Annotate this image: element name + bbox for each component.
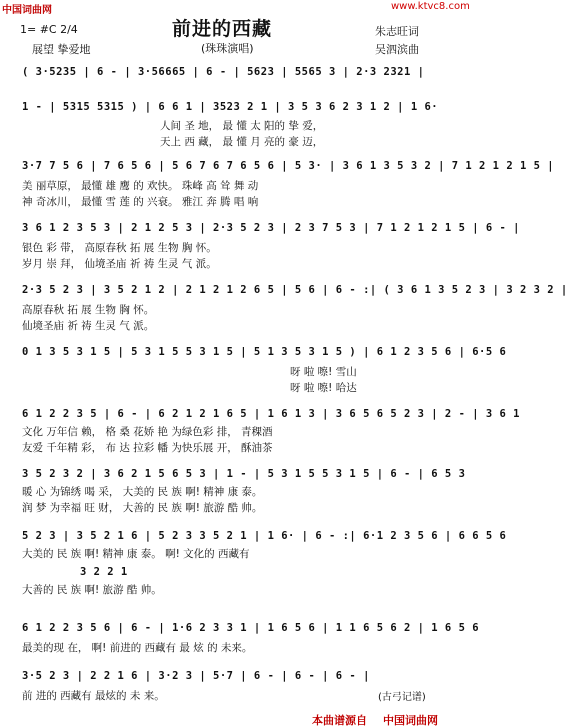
notation-line: 0 1 3 5 3 1 5 | 5 3 1 5 5 3 1 5 | 5 1 3 5 3 1 5 ) | 6 1 2 3 5 6 | 6·5 6 bbox=[22, 346, 507, 358]
notation-line: 3 5 2 3 2 | 3 6 2 1 5 6 5 3 | 1 - | 5 3 1 5 5 3 1 5 | 6 - | 6 5 3 bbox=[22, 468, 466, 480]
lyric-line: 岁月 崇 拜， 仙境圣庙 祈 祷 生灵 气 派。 bbox=[22, 258, 217, 270]
notation-line: 2·3 5 2 3 | 3 5 2 1 2 | 2 1 2 1 2 6 5 | 5 6 | 6 - :| ( 3 6 1 3 5 2 3 | 3 2 3 2 | bbox=[22, 284, 568, 296]
key-signature: 1= #C 2/4 bbox=[20, 23, 78, 36]
source-text: 本曲谱源自 bbox=[312, 714, 367, 727]
notation-line: 6 1 2 2 3 5 | 6 - | 6 2 1 2 1 6 5 | 1 6 1 3 | 3 6 5 6 5 2 3 | 2 - | 3 6 1 bbox=[22, 408, 520, 420]
lyric-line: 呀 啦 嚓! 哈达 bbox=[290, 382, 357, 394]
lyric-line: 高原春秋 拓 展 生物 胸 怀。 bbox=[22, 304, 155, 316]
song-title: 前进的西藏 bbox=[172, 18, 273, 40]
lyric-line: 银色 彩 带， 高原春秋 拓 展 生物 胸 怀。 bbox=[22, 242, 217, 254]
site-logo-top: 中国词曲网 bbox=[2, 5, 52, 16]
song-subtitle: (珠珠演唱) bbox=[201, 42, 254, 55]
notation-line: 3 6 1 2 3 5 3 | 2 1 2 5 3 | 2·3 5 2 3 | 2 3 7 5 3 | 7 1 2 1 2 1 5 | 6 - | bbox=[22, 222, 520, 234]
notation-line: 3 2 2 1 bbox=[80, 566, 128, 578]
notation-line: 3·5 2 3 | 2 2 1 6 | 3·2 3 | 5·7 | 6 - | 6 - | 6 - | bbox=[22, 670, 370, 682]
notation-line: 5 2 3 | 3 5 2 1 6 | 5 2 3 3 5 2 1 | 1 6· | 6 - :| 6·1 2 3 5 6 | 6 6 5 6 bbox=[22, 530, 507, 542]
lyric-line: 最美的现 在， 啊! 前进的 西藏有 最 炫 的 未来。 bbox=[22, 642, 253, 654]
lyric-line: 大美的 民 族 啊! 精神 康 泰。 啊! 文化的 西藏有 bbox=[22, 548, 250, 560]
lyric-line: 暖 心 为锦绣 喝 采， 大美的 民 族 啊! 精神 康 泰。 bbox=[22, 486, 263, 498]
lyric-line: 天上 西 藏， 最 懂 月 亮的 豪 迈， bbox=[160, 136, 324, 148]
notation-line: 1 - | 5315 5315 ) | 6 6 1 | 3523 2 1 | 3 5 3 6 2 3 1 2 | 1 6· bbox=[22, 101, 439, 113]
notation-line: 6 1 2 2 3 5 6 | 6 - | 1·6 2 3 3 1 | 1 6 5 6 | 1 1 6 5 6 2 | 1 6 5 6 bbox=[22, 622, 480, 634]
performers: 展望 挚爱地 bbox=[32, 43, 91, 56]
lyric-line: 文化 万年信 赖， 格 桑 花娇 艳 为绿色彩 排， 青稞酒 bbox=[22, 426, 273, 438]
lyric-line: 前 进的 西藏有 最炫的 未 来。 bbox=[22, 690, 165, 702]
site-logo-bottom: 中国词曲网 bbox=[383, 714, 438, 727]
lyric-line: 大善的 民 族 啊! 旅游 酷 帅。 bbox=[22, 584, 162, 596]
site-url[interactable]: www.ktvc8.com bbox=[391, 1, 470, 12]
lyric-line: 友爱 千年精 彩， 布 达 拉彩 幡 为快乐展 开， 酥油茶 bbox=[22, 442, 273, 454]
lyric-line: 呀 啦 嚓! 雪山 bbox=[290, 366, 357, 378]
transcriber-note: (古弓记谱) bbox=[378, 692, 426, 703]
lyric-line: 仙境圣庙 祈 祷 生灵 气 派。 bbox=[22, 320, 155, 332]
lyric-line: 人间 圣 地， 最 懂 太 阳的 挚 爱， bbox=[160, 120, 324, 132]
lyric-line: 美 丽草原， 最懂 雄 鹰 的 欢快。 珠峰 高 耸 舞 动 bbox=[22, 180, 259, 192]
lyric-line: 润 梦 为幸福 旺 财， 大善的 民 族 啊! 旅游 酷 帅。 bbox=[22, 502, 263, 514]
notation-line: ( 3·5235 | 6 - | 3·56665 | 6 - | 5623 | 5565 3 | 2·3 2321 | bbox=[22, 66, 425, 78]
lyric-line: 神 奇冰川， 最懂 雪 莲 的 兴衰。 雅江 奔 腾 唱 响 bbox=[22, 196, 259, 208]
lyricist-credit: 朱志旺词 bbox=[375, 25, 419, 38]
composer-credit: 吴泗滨曲 bbox=[375, 43, 419, 56]
notation-line: 3·7 7 5 6 | 7 6 5 6 | 5 6 7 6 7 6 5 6 | 5 3· | 3 6 1 3 5 3 2 | 7 1 2 1 2 1 5 | bbox=[22, 160, 555, 172]
